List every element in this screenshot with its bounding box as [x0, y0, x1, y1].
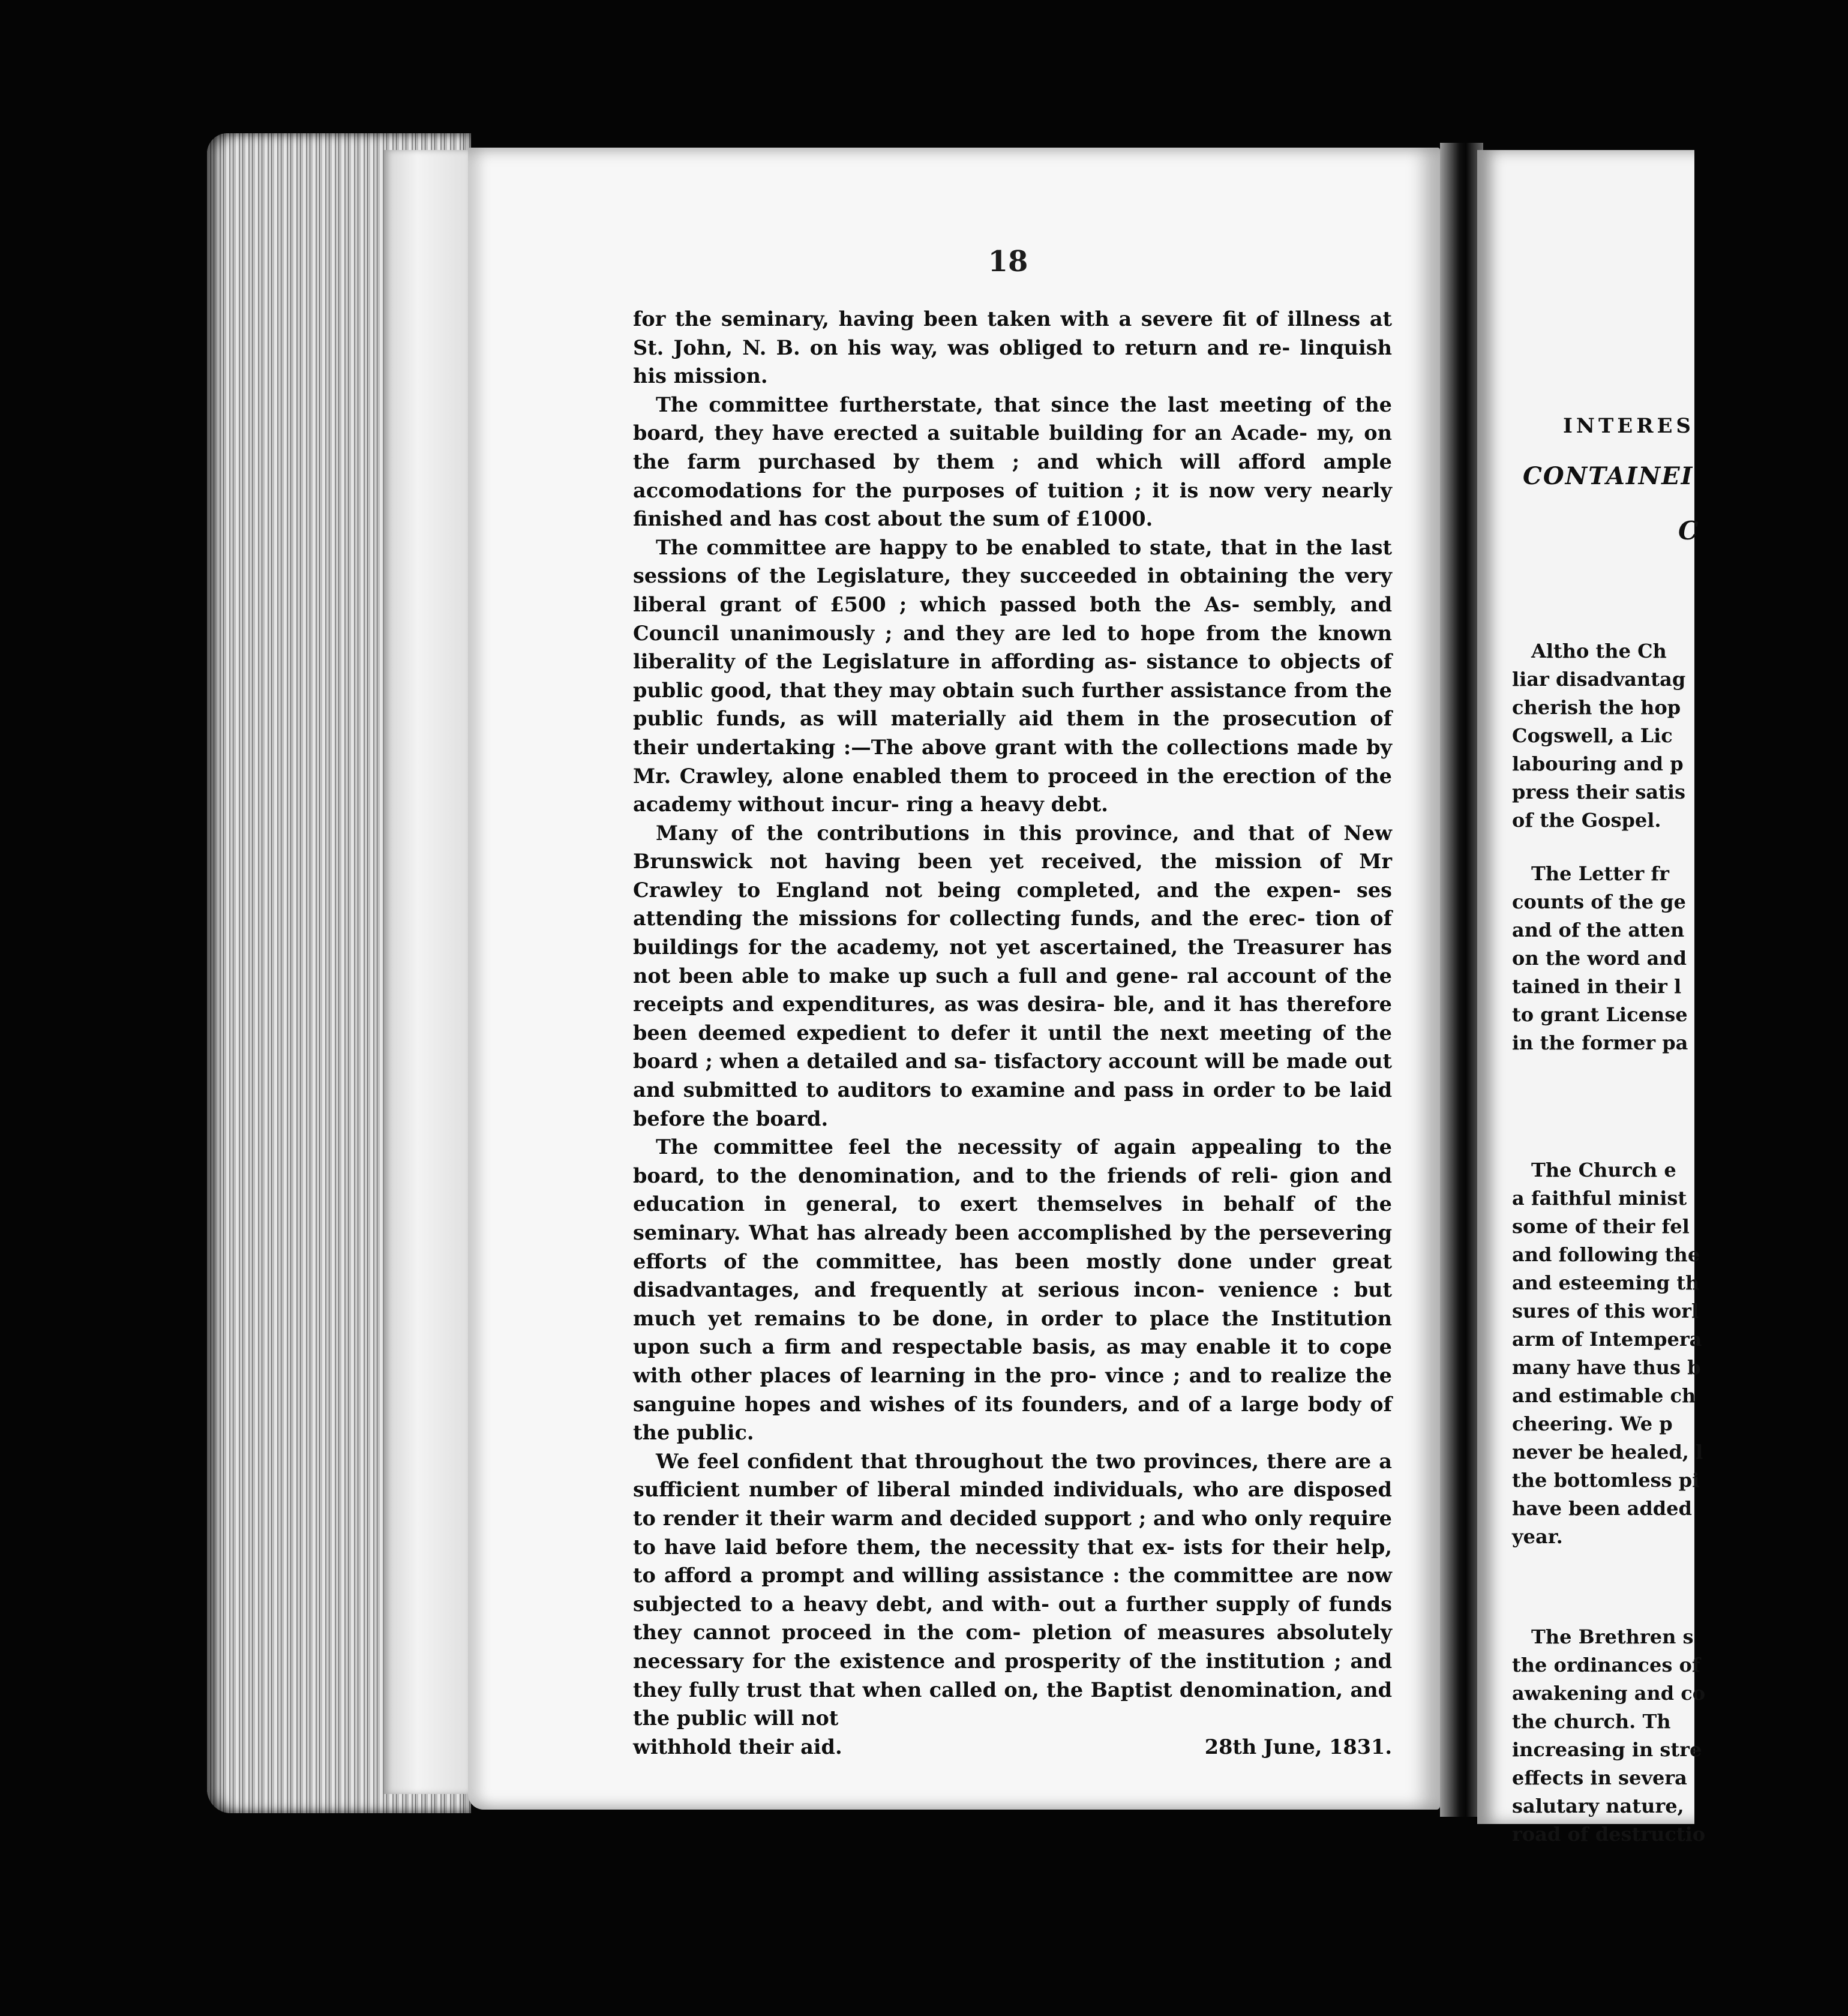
paragraph-5: The committee feel the necessity of again appealing to the board, to the denomination, and to the friends of reli- gion and education in general, to exert themselves in behalf of the seminary. What has already been accomplished by the persevering efforts of the committee, has been mostly done under great disadvantages, and frequently at serious incon- venience : but much yet remains to be done, in order to place the Institution upon such a firm and respectable basis, as may enable it to cope with other places of learning in the pro- vince ; and to realize the sanguine hopes and wishes of its founders, and of a large body of the public. — [633, 1135, 1392, 1445]
right-page-line: and of the atten — [1512, 919, 1685, 941]
right-page-line: labouring and p — [1512, 752, 1684, 775]
right-page-line: year. — [1512, 1525, 1563, 1548]
right-page-content — [1477, 150, 1706, 1846]
page-number: 18 — [988, 245, 1028, 278]
right-heading-3: C — [1678, 516, 1699, 545]
report-date: 28th June, 1831. — [1204, 1735, 1392, 1759]
right-page-line: the church. Th — [1512, 1710, 1671, 1733]
right-page-line: to grant License — [1512, 1003, 1688, 1026]
right-page-line: increasing in stre — [1512, 1738, 1702, 1761]
paragraph-1: for the seminary, having been taken with a severe fit of illness at St. John, N. B. on his way, was obliged to return and re- linquish his mission. — [633, 307, 1392, 388]
right-page-line: arm of Intempera — [1512, 1328, 1702, 1351]
right-page-line: many have thus b — [1512, 1356, 1701, 1379]
right-page-line: The Brethren s — [1531, 1625, 1694, 1648]
right-page-line: awakening and co — [1512, 1682, 1706, 1705]
paragraph-2: The committee furtherstate, that since the last meeting of the board, they have erected a suitable building for an Acade- my, on the farm purchased by them ; and which will afford ample accomodations for the purposes of tuition ; it is now very nearly finished and has cost about the sum of £1000. — [633, 392, 1392, 531]
right-page-line: tained in their l — [1512, 975, 1682, 998]
right-page-line: a faithful minist — [1512, 1187, 1687, 1210]
right-page-line: salutary nature, — [1512, 1795, 1684, 1817]
right-heading-2: CONTAINEI — [1523, 462, 1694, 490]
right-page-line: press their satis — [1512, 781, 1686, 803]
right-page-line: liar disadvantag — [1512, 668, 1686, 691]
right-page-line: and estimable ch — [1512, 1384, 1696, 1407]
right-page-line: never be healed, l — [1512, 1441, 1703, 1463]
right-page-line: sures of this worl — [1512, 1300, 1699, 1322]
right-page-line: The Church e — [1531, 1159, 1676, 1181]
right-page-line: Cogswell, a Lic — [1512, 724, 1673, 747]
right-page-line: and following the — [1512, 1243, 1700, 1266]
right-page-line: on the word and — [1512, 947, 1687, 970]
right-page-paragraph-2 — [1512, 860, 1848, 1057]
right-page-paragraph-4 — [1512, 1623, 1848, 1849]
right-page-line: Altho the Ch — [1531, 640, 1667, 662]
closing-text: withhold their aid. — [633, 1735, 842, 1759]
right-page-line: in the former pa — [1512, 1031, 1688, 1054]
right-heading-1: INTERES — [1563, 414, 1694, 438]
right-page-line: the ordinances of — [1512, 1654, 1700, 1676]
right-page-line: counts of the ge — [1512, 890, 1686, 913]
right-page-line: road of destructio — [1512, 1823, 1706, 1846]
right-page-line: cherish the hop — [1512, 696, 1681, 719]
left-page-body — [633, 305, 1392, 1761]
right-page-line: of the Gospel. — [1512, 809, 1661, 832]
right-page-paragraph-3 — [1512, 1156, 1848, 1551]
paragraph-4: Many of the contributions in this province, and that of New Brunswick not having been yet received, the mission of Mr Crawley to England not being completed, and the expen- ses attending the missions for collecting funds, and the erec- tion of buildings for the academy, not yet ascertained, the Treasurer has not been able to make up such a full and gene- ral account of the receipts and expenditures, as was desira- ble, and it has therefore been deemed expedient to defer it until the next meeting of the board ; when a detailed and sa- tisfactory account will be made out and submitted to auditors to examine and pass in order to be laid before the board. — [633, 821, 1392, 1130]
right-page-line: effects in severa — [1512, 1766, 1687, 1789]
right-page-line: some of their fel — [1512, 1215, 1690, 1238]
right-page-line: cheering. We p — [1512, 1412, 1673, 1435]
right-page-line: have been added — [1512, 1497, 1692, 1520]
paragraph-6: We feel confident that throughout the two provinces, there are a sufficient number of liberal minded individuals, who are disposed to render it their warm and decided support ; and who only require to have laid before them, the necessity that ex- ists for their help, to afford a prompt and willing assistance : the committee are now subjected to a heavy debt, and with- out a further supply of funds they cannot proceed in the com- pletion of measures absolutely necessary for the existence and prosperity of the institution ; and they fully trust that when called on, the Baptist denomination, and the public will not — [633, 1449, 1392, 1730]
right-page-paragraph-1 — [1512, 637, 1848, 835]
right-page-line: the bottomless pi — [1512, 1469, 1700, 1492]
paragraph-3: The committee are happy to be enabled to state, that in the last sessions of the Legislature, they succeeded in obtaining the very liberal grant of £500 ; which passed both the As- sembly, and Council unanimously ; and they are led to hope from the known liberality of the Legislature in affording as- sistance to objects of public good, that they may obtain such further assistance from the public funds, as will materially aid them in the prosecution of their undertaking :—The above grant with the collections made by Mr. Crawley, alone enabled them to proceed in the erection of the academy without incur- ring a heavy debt. — [633, 535, 1392, 817]
right-page-line: and esteeming th — [1512, 1271, 1700, 1294]
closing-line — [633, 1733, 1392, 1762]
page-stack-edge — [384, 150, 468, 1794]
right-page-line: The Letter fr — [1531, 862, 1669, 885]
